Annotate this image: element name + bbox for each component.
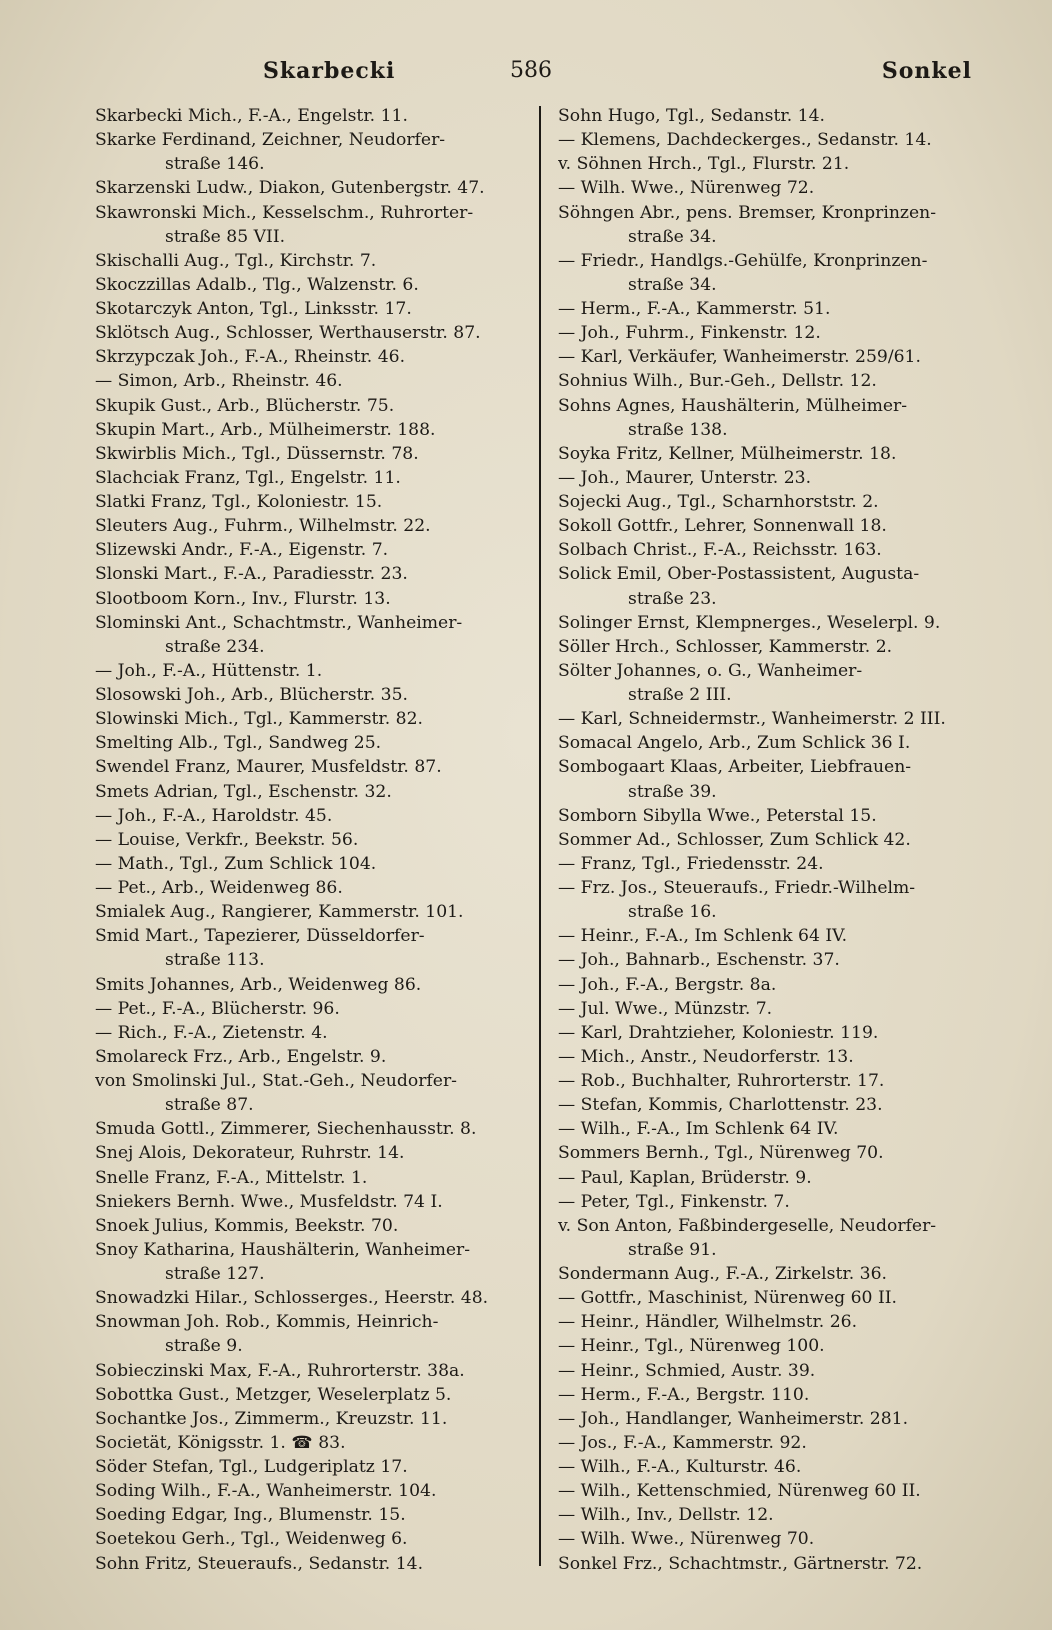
entry-text: — Frz. Jos., Steueraufs., Friedr.-Wilhelm-	[558, 878, 916, 898]
entry-text: Sombogaart Klaas, Arbeiter, Liebfrauen-	[558, 757, 912, 778]
directory-entry	[558, 973, 990, 997]
entry-text: Slatki Franz, Tgl., Koloniestr. 15.	[95, 492, 383, 512]
directory-entry	[95, 900, 521, 924]
entry-text: Skarke Ferdinand, Zeichner, Neudorfer-	[95, 130, 446, 151]
entry-continuation: straße 85 VII.	[165, 226, 286, 247]
entry-text: — Simon, Arb., Rheinstr. 46.	[95, 371, 343, 392]
page-header	[95, 58, 972, 94]
directory-entry	[558, 1214, 990, 1262]
entry-text: Skupik Gust., Arb., Blücherstr. 75.	[95, 395, 395, 416]
entry-text: Sklötsch Aug., Schlosser, Werthauserstr. 87.	[95, 323, 481, 344]
entry-text: Solbach Christ., F.-A., Reichsstr. 163.	[558, 540, 882, 561]
directory-entry	[558, 948, 990, 972]
directory-entry	[558, 731, 990, 755]
entry-text: Smolareck Frz., Arb., Engelstr. 9.	[95, 1046, 387, 1067]
directory-entry	[95, 418, 521, 442]
directory-entry	[558, 369, 990, 393]
entry-text: Sohn Fritz, Steueraufs., Sedanstr. 14.	[95, 1553, 424, 1574]
directory-entry	[95, 973, 521, 997]
entry-continuation: straße 23.	[628, 588, 717, 609]
entry-text: — Wilh. Wwe., Nürenweg 72.	[558, 178, 815, 199]
entry-text: Smelting Alb., Tgl., Sandweg 25.	[95, 733, 382, 754]
directory-entry	[95, 1117, 521, 1141]
directory-entry	[558, 1334, 990, 1358]
directory-entry	[558, 1359, 990, 1383]
entry-text: Soetekou Gerh., Tgl., Weidenweg 6.	[95, 1529, 408, 1550]
directory-entry	[558, 1479, 990, 1503]
directory-entry	[95, 924, 521, 972]
entry-text: Söller Hrch., Schlosser, Kammerstr. 2.	[558, 636, 893, 657]
entry-text: — Joh., F.-A., Haroldstr. 45.	[95, 805, 333, 826]
entry-continuation: straße 138.	[628, 419, 728, 440]
entry-text: Somacal Angelo, Arb., Zum Schlick 36 I.	[558, 733, 911, 754]
entry-text: — Joh., Handlanger, Wanheimerstr. 281.	[558, 1408, 909, 1429]
entry-text: — Joh., Fuhrm., Finkenstr. 12.	[558, 323, 821, 344]
directory-entry	[95, 394, 521, 418]
entry-text: Skwirblis Mich., Tgl., Düssernstr. 78.	[95, 443, 419, 464]
directory-entry	[558, 1527, 990, 1551]
entry-text: Sobieczinski Max, F.-A., Ruhrorterstr. 38a.	[95, 1360, 465, 1381]
directory-entry	[558, 876, 990, 924]
directory-entry	[558, 1069, 990, 1093]
entry-text: Sondermann Aug., F.-A., Zirkelstr. 36.	[558, 1264, 887, 1284]
directory-entry	[558, 1552, 990, 1576]
entry-continuation: straße 113.	[165, 950, 265, 971]
directory-entry	[95, 1527, 521, 1551]
directory-entry	[95, 1310, 521, 1358]
entry-text: Sommer Ad., Schlosser, Zum Schlick 42.	[558, 829, 911, 850]
entry-text: — Gottfr., Maschinist, Nürenweg 60 II.	[558, 1288, 897, 1309]
directory-entry	[558, 1503, 990, 1527]
entry-text: Sochantke Jos., Zimmerm., Kreuzstr. 11.	[95, 1408, 448, 1429]
directory-entry	[558, 321, 990, 345]
entry-text: — Jul. Wwe., Münzstr. 7.	[558, 998, 773, 1019]
directory-entry	[558, 104, 990, 128]
directory-entry	[95, 780, 521, 804]
entry-continuation: straße 39.	[628, 781, 717, 802]
entry-text: Snej Alois, Dekorateur, Ruhrstr. 14.	[95, 1143, 405, 1164]
entry-continuation: straße 234.	[165, 636, 265, 657]
entry-text: — Joh., F.-A., Hüttenstr. 1.	[95, 660, 323, 681]
directory-entry	[558, 394, 990, 442]
entry-continuation: straße 34.	[628, 226, 717, 247]
directory-entry	[95, 1021, 521, 1045]
entry-continuation: straße 127.	[165, 1264, 265, 1284]
directory-entry	[558, 562, 990, 610]
directory-entry	[95, 1503, 521, 1527]
entry-text: Snoy Katharina, Haushälterin, Wanheimer-	[95, 1239, 471, 1260]
entry-text: Soeding Edgar, Ing., Blumenstr. 15.	[95, 1505, 406, 1526]
directory-entry	[95, 1552, 521, 1576]
entry-text: Societät, Königsstr. 1. ☎ 83.	[95, 1432, 346, 1453]
entry-text: — Rich., F.-A., Zietenstr. 4.	[95, 1022, 328, 1043]
directory-entry	[558, 152, 990, 176]
entry-text: Söhngen Abr., pens. Bremser, Kronprinzen-	[558, 202, 937, 223]
entry-text: Sonkel Frz., Schachtmstr., Gärtnerstr. 72.	[558, 1553, 923, 1574]
entry-text: — Wilh., F.-A., Kulturstr. 46.	[558, 1457, 802, 1477]
entry-text: Sobottka Gust., Metzger, Weselerplatz 5.	[95, 1384, 452, 1405]
entry-text: Snowman Joh. Rob., Kommis, Heinrich-	[95, 1312, 439, 1333]
directory-entry	[95, 1359, 521, 1383]
header-last-name: Sonkel	[881, 58, 972, 84]
directory-entry	[95, 804, 521, 828]
directory-entry	[558, 514, 990, 538]
right-column	[558, 104, 990, 1576]
entry-text: — Louise, Verkfr., Beekstr. 56.	[95, 829, 359, 850]
directory-entry	[558, 1093, 990, 1117]
entry-text: Sohn Hugo, Tgl., Sedanstr. 14.	[558, 106, 825, 126]
entry-text: Slonski Mart., F.-A., Paradiesstr. 23.	[95, 564, 408, 585]
directory-entry	[558, 611, 990, 635]
directory-entry	[558, 490, 990, 514]
directory-entry	[558, 852, 990, 876]
directory-entry	[95, 249, 521, 273]
directory-entry	[558, 828, 990, 852]
entry-continuation: straße 2 III.	[628, 685, 732, 705]
directory-entry	[558, 1383, 990, 1407]
entry-continuation: straße 9.	[165, 1336, 243, 1357]
entry-text: — Pet., F.-A., Blücherstr. 96.	[95, 998, 340, 1019]
entry-text: — Wilh. Wwe., Nürenweg 70.	[558, 1529, 815, 1550]
directory-entry	[558, 1407, 990, 1431]
directory-entry	[95, 1383, 521, 1407]
entry-text: — Heinr., F.-A., Im Schlenk 64 IV.	[558, 926, 848, 947]
entry-text: — Klemens, Dachdeckerges., Sedanstr. 14.	[558, 130, 932, 151]
directory-entry	[558, 1262, 990, 1286]
entry-text: Slootboom Korn., Inv., Flurstr. 13.	[95, 588, 391, 609]
directory-entry	[558, 249, 990, 297]
entry-text: von Smolinski Jul., Stat.-Geh., Neudorfer-	[95, 1071, 457, 1091]
directory-entry	[558, 1455, 990, 1479]
directory-entry	[558, 176, 990, 200]
directory-entry	[95, 852, 521, 876]
directory-entry	[558, 997, 990, 1021]
directory-entry	[558, 1310, 990, 1334]
entry-text: Sniekers Bernh. Wwe., Musfeldstr. 74 I.	[95, 1191, 443, 1212]
directory-entry	[558, 755, 990, 803]
entry-text: Snowadzki Hilar., Schlosserges., Heerstr. 48.	[95, 1288, 489, 1309]
directory-entry	[95, 755, 521, 779]
entry-text: Soding Wilh., F.-A., Wanheimerstr. 104.	[95, 1481, 437, 1502]
directory-entry	[95, 611, 521, 659]
entry-text: — Karl, Verkäufer, Wanheimerstr. 259/61.	[558, 347, 921, 368]
entry-text: Sölter Johannes, o. G., Wanheimer-	[558, 660, 863, 681]
directory-entry	[95, 201, 521, 249]
directory-entry	[95, 1190, 521, 1214]
directory-entry	[95, 442, 521, 466]
entry-text: v. Söhnen Hrch., Tgl., Flurstr. 21.	[558, 154, 850, 175]
directory-entry	[95, 1286, 521, 1310]
directory-entry	[95, 128, 521, 176]
directory-entry	[95, 1141, 521, 1165]
page-number: 586	[510, 58, 552, 83]
directory-entry	[95, 1407, 521, 1431]
directory-entry	[95, 466, 521, 490]
directory-entry	[558, 538, 990, 562]
entry-text: Slowinski Mich., Tgl., Kammerstr. 82.	[95, 709, 424, 730]
entry-continuation: straße 34.	[628, 274, 717, 295]
directory-entry	[95, 176, 521, 200]
entry-continuation: straße 16.	[628, 902, 717, 923]
entry-text: Smuda Gottl., Zimmerer, Siechenhausstr. 8.	[95, 1119, 477, 1140]
entry-text: Sokoll Gottfr., Lehrer, Sonnenwall 18.	[558, 516, 887, 537]
directory-entry	[558, 297, 990, 321]
directory-entry	[95, 1479, 521, 1503]
entry-text: Skupin Mart., Arb., Mülheimerstr. 188.	[95, 419, 436, 440]
entry-text: Skoczzillas Adalb., Tlg., Walzenstr. 6.	[95, 274, 419, 295]
entry-text: — Stefan, Kommis, Charlottenstr. 23.	[558, 1095, 883, 1116]
entry-text: Slizewski Andr., F.-A., Eigenstr. 7.	[95, 540, 389, 561]
directory-entry	[95, 369, 521, 393]
directory-entry	[95, 731, 521, 755]
entry-text: Somborn Sibylla Wwe., Peterstal 15.	[558, 805, 877, 826]
directory-entry	[95, 828, 521, 852]
entry-text: — Friedr., Handlgs.-Gehülfe, Kronprinzen-	[558, 250, 928, 271]
directory-entry	[558, 442, 990, 466]
directory-entry	[95, 1069, 521, 1117]
directory-entry	[558, 201, 990, 249]
entry-text: Swendel Franz, Maurer, Musfeldstr. 87.	[95, 757, 442, 778]
entry-text: Skischalli Aug., Tgl., Kirchstr. 7.	[95, 250, 377, 271]
entry-text: Söder Stefan, Tgl., Ludgeriplatz 17.	[95, 1457, 408, 1477]
entry-text: — Mich., Anstr., Neudorferstr. 13.	[558, 1046, 854, 1067]
directory-entry	[95, 490, 521, 514]
directory-entry	[558, 707, 990, 731]
entry-text: Smid Mart., Tapezierer, Düsseldorfer-	[95, 926, 425, 947]
entry-text: Skarzenski Ludw., Diakon, Gutenbergstr. 47.	[95, 178, 485, 199]
entry-text: — Math., Tgl., Zum Schlick 104.	[95, 853, 377, 874]
entry-continuation: straße 87.	[165, 1095, 254, 1116]
entry-continuation: straße 91.	[628, 1239, 717, 1260]
left-column	[95, 104, 521, 1576]
entry-text: — Herm., F.-A., Kammerstr. 51.	[558, 299, 831, 319]
directory-entry	[558, 659, 990, 707]
directory-entry	[558, 1117, 990, 1141]
entry-text: — Wilh., F.-A., Im Schlenk 64 IV.	[558, 1119, 839, 1140]
directory-entry	[95, 562, 521, 586]
entry-text: Slachciak Franz, Tgl., Engelstr. 11.	[95, 467, 401, 488]
entry-text: Snelle Franz, F.-A., Mittelstr. 1.	[95, 1167, 368, 1188]
entry-continuation: straße 146.	[165, 154, 265, 175]
entry-text: — Joh., Maurer, Unterstr. 23.	[558, 467, 812, 488]
directory-entry	[95, 1166, 521, 1190]
directory-entry	[95, 273, 521, 297]
entry-text: Smits Johannes, Arb., Weidenweg 86.	[95, 974, 422, 995]
entry-text: Sojecki Aug., Tgl., Scharnhorststr. 2.	[558, 492, 879, 512]
directory-entry	[95, 1214, 521, 1238]
directory-entry	[95, 514, 521, 538]
entry-text: — Joh., Bahnarb., Eschenstr. 37.	[558, 950, 840, 971]
entry-text: — Herm., F.-A., Bergstr. 110.	[558, 1384, 810, 1405]
entry-text: v. Son Anton, Faßbindergeselle, Neudorfer-	[558, 1215, 937, 1236]
directory-entry	[558, 1021, 990, 1045]
entry-text: — Franz, Tgl., Friedensstr. 24.	[558, 853, 824, 874]
directory-entry	[95, 321, 521, 345]
directory-entry	[95, 297, 521, 321]
directory-entry	[95, 345, 521, 369]
entry-text: Solick Emil, Ober-Postassistent, Augusta-	[558, 564, 920, 585]
directory-entry	[95, 997, 521, 1021]
directory-entry	[558, 635, 990, 659]
entry-text: Sommers Bernh., Tgl., Nürenweg 70.	[558, 1143, 884, 1164]
directory-entry	[95, 683, 521, 707]
directory-entry	[95, 1431, 521, 1455]
directory-entry	[558, 1045, 990, 1069]
entry-text: Smets Adrian, Tgl., Eschenstr. 32.	[95, 781, 392, 802]
directory-entry	[95, 876, 521, 900]
entry-text: — Rob., Buchhalter, Ruhrorterstr. 17.	[558, 1071, 885, 1091]
entry-text: — Pet., Arb., Weidenweg 86.	[95, 878, 343, 898]
directory-entry	[558, 804, 990, 828]
entry-text: Solinger Ernst, Klempnerges., Weselerpl. 9.	[558, 612, 941, 633]
directory-entry	[558, 128, 990, 152]
directory-entry	[558, 345, 990, 369]
directory-entry	[558, 1190, 990, 1214]
directory-entry	[95, 1238, 521, 1286]
entry-text: — Karl, Schneidermstr., Wanheimerstr. 2 III.	[558, 709, 946, 730]
directory-entry	[95, 707, 521, 731]
entry-text: — Wilh., Inv., Dellstr. 12.	[558, 1505, 774, 1526]
directory-entry	[95, 587, 521, 611]
entry-text: — Peter, Tgl., Finkenstr. 7.	[558, 1191, 790, 1212]
entry-text: Slominski Ant., Schachtmstr., Wanheimer-	[95, 612, 463, 633]
directory-entry	[95, 659, 521, 683]
entry-text: Slosowski Joh., Arb., Blücherstr. 35.	[95, 685, 409, 705]
directory-entry	[558, 1141, 990, 1165]
directory-entry	[95, 1045, 521, 1069]
entry-text: — Karl, Drahtzieher, Koloniestr. 119.	[558, 1022, 879, 1043]
entry-text: Skrzypczak Joh., F.-A., Rheinstr. 46.	[95, 347, 406, 368]
entry-text: — Jos., F.-A., Kammerstr. 92.	[558, 1432, 807, 1453]
entry-text: Smialek Aug., Rangierer, Kammerstr. 101.	[95, 902, 464, 923]
entry-text: — Paul, Kaplan, Brüderstr. 9.	[558, 1167, 812, 1188]
directory-entry	[558, 1166, 990, 1190]
entry-text: — Heinr., Händler, Wilhelmstr. 26.	[558, 1312, 858, 1333]
directory-entry	[95, 538, 521, 562]
entry-text: Sohns Agnes, Haushälterin, Mülheimer-	[558, 395, 908, 416]
entry-text: Snoek Julius, Kommis, Beekstr. 70.	[95, 1215, 399, 1236]
entry-text: Soyka Fritz, Kellner, Mülheimerstr. 18.	[558, 443, 897, 464]
directory-entry	[558, 466, 990, 490]
column-divider	[539, 106, 541, 1566]
entry-text: Skotarczyk Anton, Tgl., Linksstr. 17.	[95, 299, 412, 319]
directory-entry	[558, 924, 990, 948]
entry-text: Sleuters Aug., Fuhrm., Wilhelmstr. 22.	[95, 516, 431, 537]
header-first-name: Skarbecki	[263, 58, 396, 84]
entry-text: — Heinr., Tgl., Nürenweg 100.	[558, 1336, 825, 1357]
entry-text: Skawronski Mich., Kesselschm., Ruhrorter-	[95, 202, 474, 223]
directory-entry	[95, 104, 521, 128]
directory-entry	[558, 1286, 990, 1310]
entry-text: Skarbecki Mich., F.-A., Engelstr. 11.	[95, 106, 408, 126]
entry-text: — Joh., F.-A., Bergstr. 8a.	[558, 974, 777, 995]
entry-text: Sohnius Wilh., Bur.-Geh., Dellstr. 12.	[558, 371, 877, 392]
entry-text: — Heinr., Schmied, Austr. 39.	[558, 1360, 816, 1381]
directory-entry	[558, 1431, 990, 1455]
entry-text: — Wilh., Kettenschmied, Nürenweg 60 II.	[558, 1481, 921, 1502]
directory-entry	[95, 1455, 521, 1479]
